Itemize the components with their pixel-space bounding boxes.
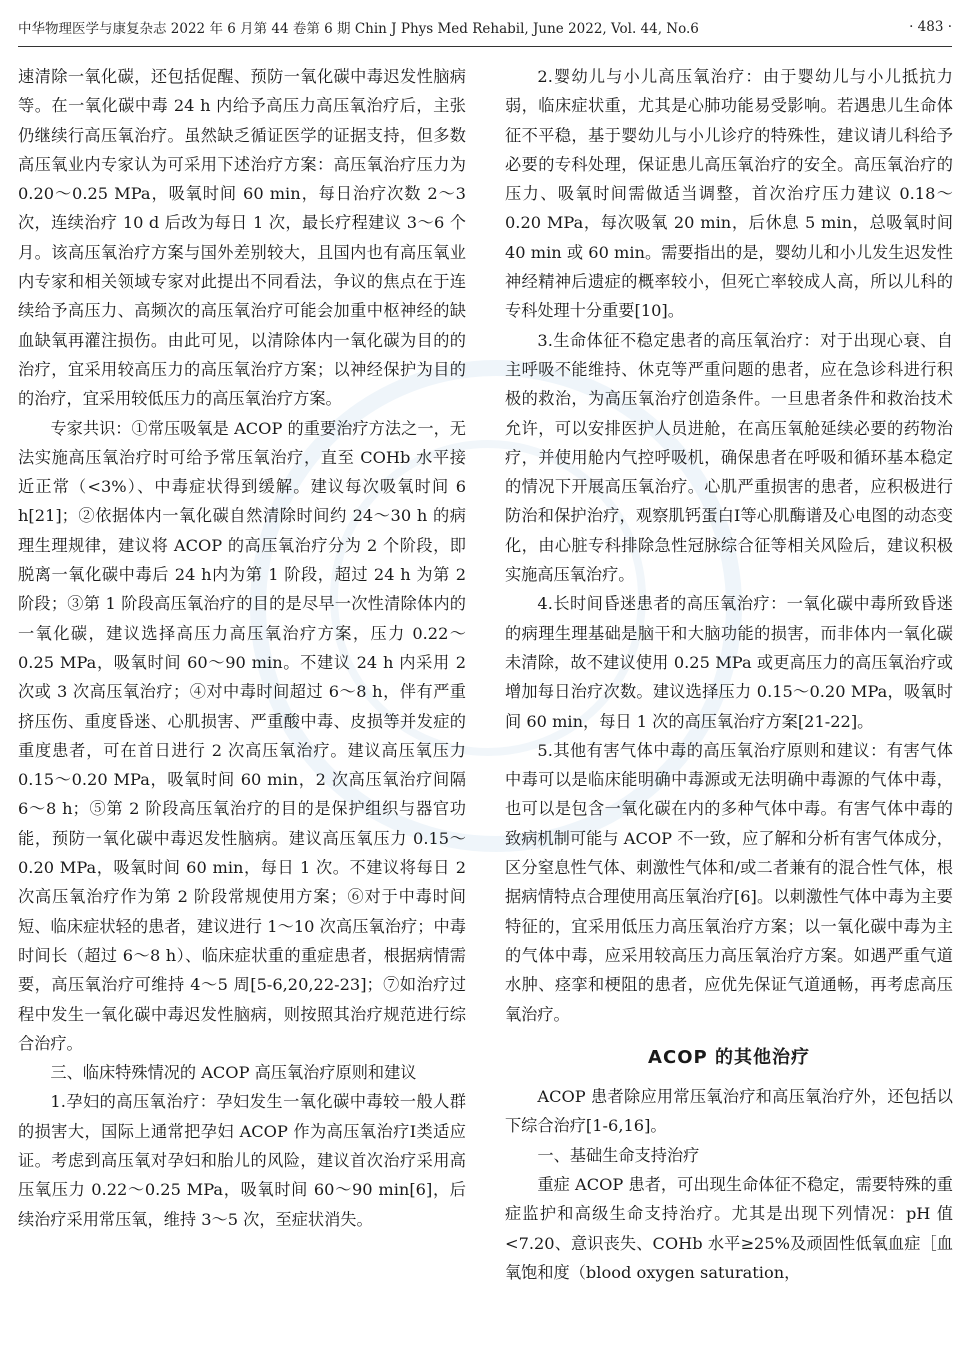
page-number: · 483 · [909, 19, 952, 35]
paragraph: 速清除一氧化碳，还包括促醒、预防一氧化碳中毒迟发性脑病等。在一氧化碳中毒 24 h 内给予高压力高压氧治疗后，主张仍继续行高压氧治疗。虽然缺乏循证医学的证据支持，但多数高压氧业内专家认为可采用下述治疗方案：高压氧治疗压力为 0.20～0.25 MPa，吸氧时间 60 min，每日治疗次数 2～3 次，连续治疗 10 d 后改为每日 1 次，最长疗程建议 3～6 个月。该高压氧治疗方案与国外差别较大，且国内也有高压氧业内专家和相关领域专家对此提出不同看法，争议的焦点在于连续给予高压力、高频次的高压氧治疗可能会加重中枢神经的缺血缺氧再灌注损伤。由此可见，以清除体内一氧化碳为目的的治疗，宜采用较高压力的高压氧治疗方案；以神经保护为目的的治疗，宜采用较低压力的高压氧治疗方案。 [18, 67, 466, 409]
journal-citation: 中华物理医学与康复杂志 2022 年 6 月第 44 卷第 6 期 Chin J Phys Med Rehabil, June 2022, Vol. 44, No.6 [18, 21, 699, 37]
subsection-heading: 一、基础生命支持治疗 [537, 1145, 700, 1165]
paragraph: 1.孕妇的高压氧治疗：孕妇发生一氧化碳中毒较一般人群的损害大，国际上通常把孕妇 ACOP 作为高压氧治疗Ⅰ类适应证。考虑到高压氧对孕妇和胎儿的风险，建议首次治疗采用高压氧压力 0.22～0.25 MPa，吸氧时间 60～90 min[6]，后续治疗采用常压氧，维持 3～5 次，至症状消失。 [18, 1092, 466, 1229]
section-title: ACOP 的其他治疗 [648, 1046, 810, 1068]
paragraph: ACOP 患者除应用常压氧治疗和高压氧治疗外，还包括以下综合治疗[1-6,16]。 [505, 1087, 953, 1136]
right-column [505, 62, 953, 1347]
paragraph: 2.婴幼儿与小儿高压氧治疗：由于婴幼儿与小儿抵抗力弱，临床症状重，尤其是心肺功能易受影响。若遇患儿生命体征不平稳，基于婴幼儿与小儿诊疗的特殊性，建议请儿科给予必要的专科处理，保证患儿高压氧治疗的安全。高压氧治疗的压力、吸氧时间需做适当调整，首次治疗压力建议 0.18～0.20 MPa，每次吸氧 20 min，后休息 5 min，总吸氧时间 40 min 或 60 min。需要指出的是，婴幼儿和小儿发生迟发性神经精神后遗症的概率较小，但死亡率较成人高，所以儿科的专科处理十分重要[10]。 [505, 67, 953, 321]
header-rule [18, 46, 952, 47]
paragraph: 3.生命体征不稳定患者的高压氧治疗：对于出现心衰、自主呼吸不能维持、休克等严重问题的患者，应在急诊科进行积极的救治，为高压氧治疗创造条件。一旦患者条件和救治技术允许，可以安排医护人员进舱，在高压氧舱延续必要的药物治疗，并使用舱内气控呼吸机，确保患者在呼吸和循环基本稳定的情况下开展高压氧治疗。心肌严重损害的患者，应积极进行防治和保护治疗，观察肌钙蛋白Ⅰ等心肌酶谱及心电图的动态变化，由心脏专科排除急性冠脉综合征等相关风险后，建议积极实施高压氧治疗。 [505, 330, 953, 585]
paragraph: 专家共识：①常压吸氧是 ACOP 的重要治疗方法之一，无法实施高压氧治疗时可给予常压氧治疗，直至 COHb 水平接近正常（<3%）、中毒症状得到缓解。建议每次吸氧时间 6 h[21]；②依据体内一氧化碳自然清除时间约 24～30 h 的病理生理规律，建议将 ACOP 的高压氧治疗分为 2 个阶段，即脱离一氧化碳中毒后 24 h内为第 1 阶段，超过 24 h 为第 2 阶段；③第 1 阶段高压氧治疗的目的是尽早一次性清除体内的一氧化碳，建议选择高压力高压氧治疗方案，压力 0.22～0.25 MPa，吸氧时间 60～90 min。不建议 24 h 内采用 2 次或 3 次高压氧治疗；④对中毒时间超过 6～8 h，伴有严重挤压伤、重度昏迷、心肌损害、严重酸中毒、皮损等并发症的重度患者，可在首日进行 2 次高压氧治疗。建议高压氧压力 0.15～0.20 MPa，吸氧时间 60 min，2 次高压氧治疗间隔 6～8 h；⑤第 2 阶段高压氧治疗的目的是保护组织与器官功能，预防一氧化碳中毒迟发性脑病。建议高压氧压力 0.15～0.20 MPa，吸氧时间 60 min，每日 1 次。不建议将每日 2 次高压氧治疗作为第 2 阶段常规使用方案；⑥对于中毒时间短、临床症状轻的患者，建议进行 1～10 次高压氧治疗；中毒时间长（超过 6～8 h）、临床症状重的重症患者，根据病情需要，高压氧治疗可维持 4～5 周[5-6,20,22-23]；⑦如治疗过程中发生一氧化碳中毒迟发性脑病，则按照其治疗规范进行综合治疗。 [18, 418, 466, 1053]
subsection-heading: 三、临床特殊情况的 ACOP 高压氧治疗原则和建议 [50, 1063, 417, 1083]
paragraph: 4.长时间昏迷患者的高压氧治疗：一氧化碳中毒所致昏迷的病理生理基础是脑干和大脑功能的损害，而非体内一氧化碳未清除，故不建议使用 0.25 MPa 或更高压力的高压氧治疗或增加每日治疗次数。建议选择压力 0.15～0.20 MPa，吸氧时间 60 min，每日 1 次的高压氧治疗方案[21-22]。 [505, 594, 953, 731]
paragraph: 重症 ACOP 患者，可出现生命体征不稳定，需要特殊的重症监护和高级生命支持治疗。尤其是出现下列情况：pH 值<7.20、意识丧失、COHb 水平≥25%及顽固性低氧血症［血氧饱和度（blood oxygen saturation， [505, 1174, 953, 1282]
left-column [18, 62, 466, 1347]
running-head [18, 14, 952, 40]
paragraph: 5.其他有害气体中毒的高压氧治疗原则和建议：有害气体中毒可以是临床能明确中毒源或无法明确中毒源的气体中毒，也可以是包含一氧化碳在内的多种气体中毒。有害气体中毒的致病机制可能与 ACOP 不一致，应了解和分析有害气体成分，区分窒息性气体、刺激性气体和/或二者兼有的混合性气体，根据病情特点合理使用高压氧治疗[6]。以刺激性气体中毒为主要特征的，宜采用低压力高压氧治疗方案；以一氧化碳中毒为主的气体中毒，应采用较高压力高压氧治疗方案。如遇严重气道水肿、痉挛和梗阻的患者，应优先保证气道通畅，再考虑高压氧治疗。 [505, 740, 953, 1024]
